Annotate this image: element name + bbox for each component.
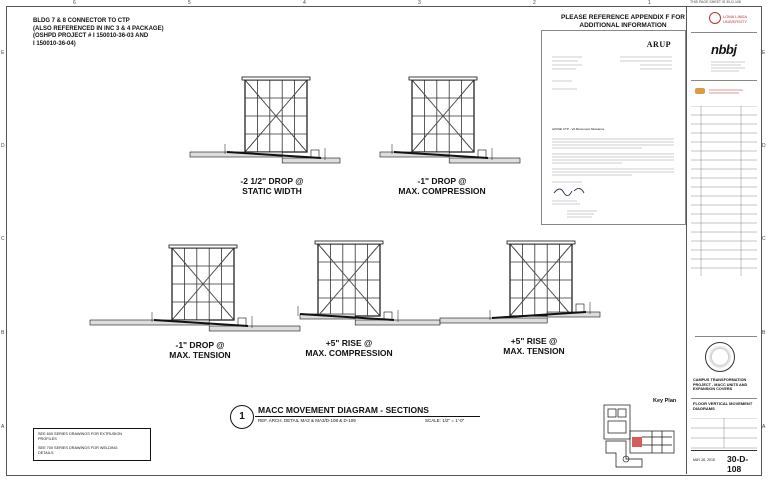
key-plan [596, 401, 686, 471]
grid-number: 3 [418, 0, 421, 6]
seal-stamp-icon [705, 342, 735, 372]
project-note-line: (ALSO REFERENCED IN INC 3 & 4 PACKAGE) [33, 25, 164, 32]
client-seal-icon [709, 12, 721, 24]
section-label: +5" RISE @ MAX. TENSION [503, 336, 565, 356]
client-name: LOMA LINDA UNIVERSITY [723, 14, 748, 24]
key-plan-title: Key Plan [653, 398, 677, 404]
section-detail [90, 245, 300, 331]
grid-letter: E [762, 50, 766, 56]
grid-letter: B [1, 330, 5, 336]
sheet-banner: THIS PAGE SHEET IS 30-D-108 [690, 0, 741, 4]
title-underline [255, 416, 480, 417]
grid-number: 2 [533, 0, 536, 6]
grid-letter: B [762, 330, 766, 336]
consultant-text [709, 88, 749, 96]
cabinet-cap [315, 241, 383, 244]
sheet-number: 30-D-108 [727, 454, 749, 474]
grid-number: 6 [73, 0, 76, 6]
cabinet-cap [409, 77, 477, 80]
grid-letter: C [1, 236, 5, 242]
note-line: SEE 700 SERIES DRAWINGS FOR WELDING [38, 446, 118, 450]
arup-logo: ARUP [646, 40, 671, 49]
diagram-reference: REF. ARCH. DETAIL MA2 & MA3/D-108 & D-109 [258, 418, 356, 423]
grid-number: 4 [303, 0, 306, 6]
grid-letter: A [1, 424, 5, 430]
cabinet-cap [507, 241, 575, 244]
appendix-note-line: ADDITIONAL INFORMATION [579, 22, 667, 29]
floor-slab-right [282, 158, 340, 163]
detail-number-bubble: 1 [230, 405, 254, 429]
project-title: CAMPUS TRANSFORMATION PROJECT - MACC UNITS AND EXPANSION COVERS [693, 378, 748, 392]
issue-date: MAY 26, 2015 [693, 458, 715, 462]
sheet-info-grid [691, 418, 757, 458]
project-note-line: BLDG 7 & 8 CONNECTOR TO CTP [33, 18, 130, 24]
floor-slab-right [209, 326, 300, 331]
note-line: PROFILES [38, 437, 57, 441]
diagram-title: MACC MOVEMENT DIAGRAM - SECTIONS [258, 405, 429, 415]
consultant-logo-icon [695, 88, 705, 94]
notes-box [33, 428, 151, 461]
grid-letter: C [762, 236, 766, 242]
architect-logo: nbbj [711, 42, 737, 57]
notes-text [38, 432, 122, 456]
section-detail [380, 77, 520, 163]
title-block [686, 6, 761, 474]
joint-detail [576, 304, 584, 312]
divider [691, 398, 757, 399]
section-label: +5" RISE @ MAX. COMPRESSION [305, 338, 393, 358]
project-note-line: I 150010-36-04) [33, 40, 76, 47]
diagram-scale: SCALE: 1/2" = 1'-0" [425, 418, 465, 423]
section-label: -2 1/2" DROP @ STATIC WIDTH [240, 176, 304, 196]
divider [691, 32, 757, 33]
section-detail [440, 241, 600, 323]
section-detail [190, 77, 340, 163]
architect-address [711, 60, 751, 74]
floor-slab-right [355, 320, 440, 325]
grid-number: 5 [188, 0, 191, 6]
divider [691, 80, 757, 81]
project-note-line: (OSHPD PROJECT # I 150010-36-03 AND [33, 33, 149, 39]
appendix-note-line: PLEASE REFERENCE APPENDIX F FOR [561, 14, 685, 21]
section-label: -1" DROP @ MAX. COMPRESSION [398, 176, 486, 196]
divider [695, 336, 757, 337]
note-line: DETAILS [38, 451, 54, 455]
letter-subject: AZUSE CTP - VA Movement Allowance [552, 127, 605, 131]
grid-letter: D [762, 143, 766, 149]
section-label: -1" DROP @ MAX. TENSION [169, 340, 231, 360]
section-detail [298, 241, 440, 325]
cabinet-cap [242, 77, 310, 80]
grid-letter: A [762, 424, 766, 430]
cabinet-cap [169, 245, 237, 248]
sheet-title: FLOOR VERTICAL MOVEMENT DIAGRAMS [693, 401, 753, 411]
divider [691, 450, 757, 451]
grid-letter: D [1, 143, 5, 149]
grid-number: 1 [648, 0, 651, 6]
grid-letter: E [1, 50, 5, 56]
note-line: SEE 600 SERIES DRAWINGS FOR EXTRUSION [38, 432, 123, 436]
revision-table [691, 106, 757, 276]
